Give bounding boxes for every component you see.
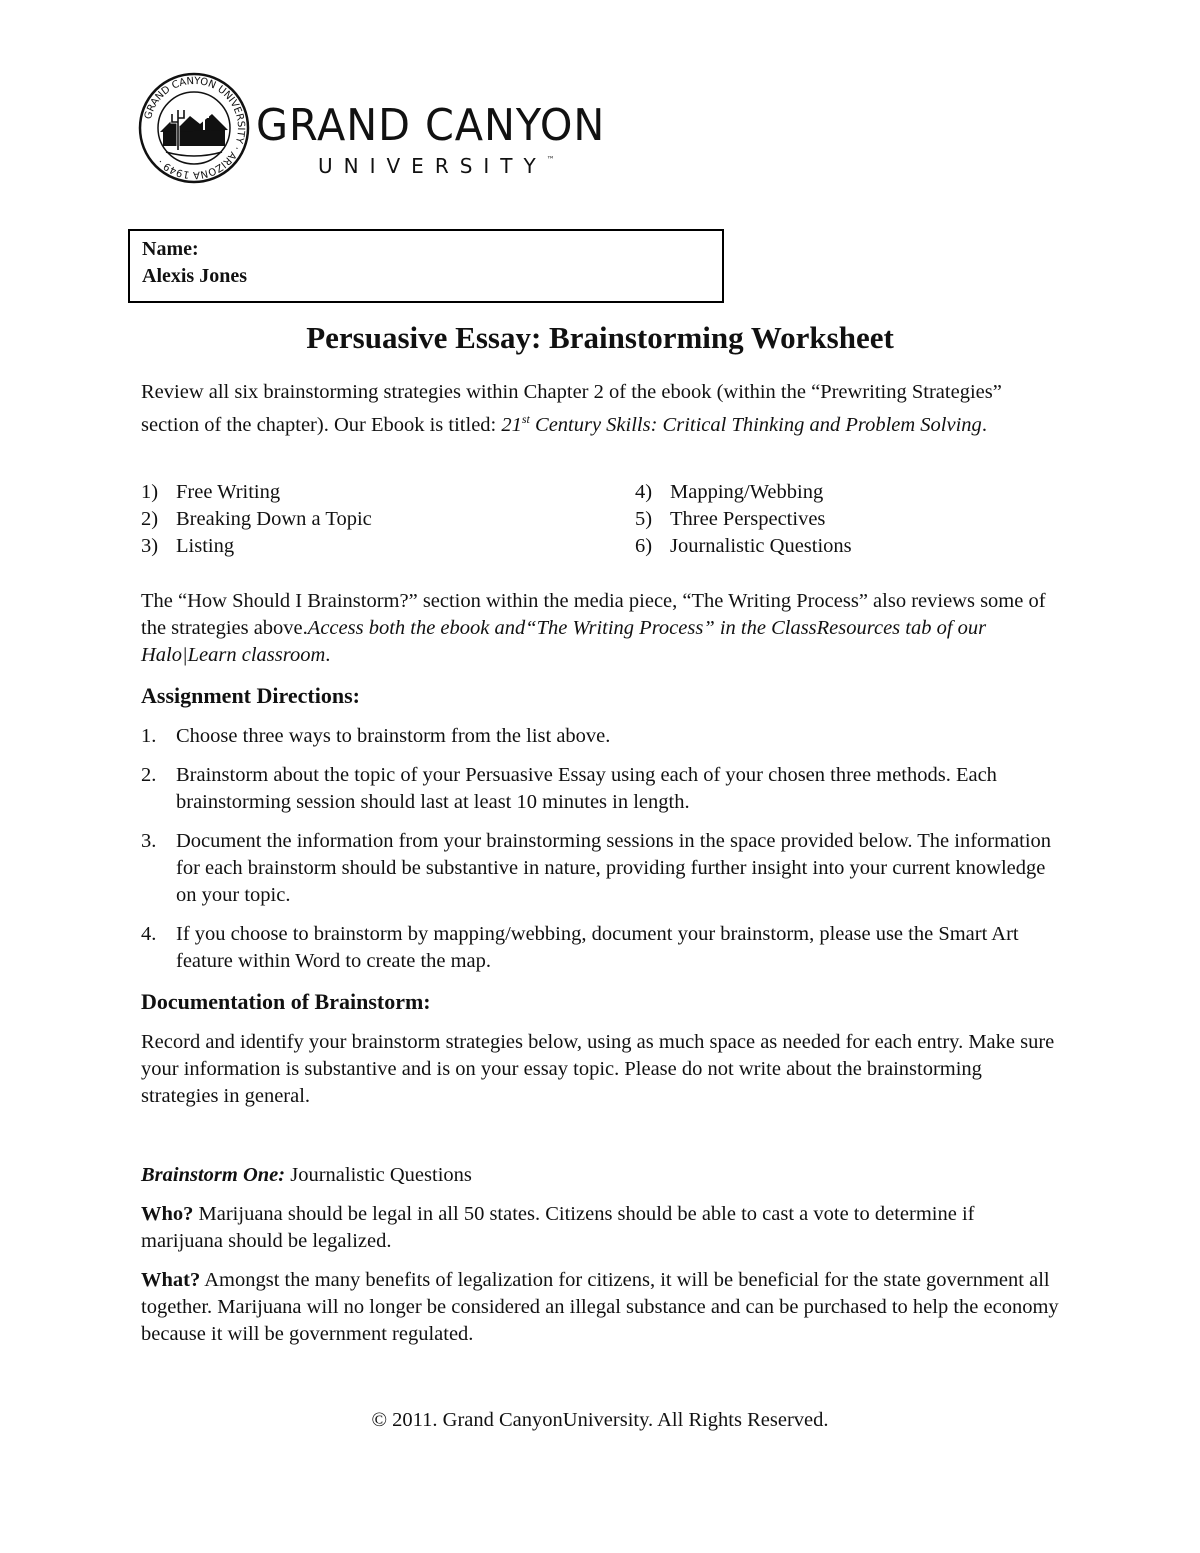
- assignment-list: [141, 723, 1061, 987]
- who-paragraph: Who? Marijuana should be legal in all 50 states. Citizens should be able to cast a vote to determine if marijuana should be legalized.: [141, 1203, 975, 1252]
- brainstorm-one-heading: Brainstorm One: Journalistic Questions: [141, 1164, 472, 1186]
- media-paragraph: The “How Should I Brainstorm?” section within the media piece, “The Writing Process” also reviews some of the strategies above.Access both the ebook and“The Writing Process” in the ClassResources tab of our Halo|Learn classroom.: [141, 590, 1046, 666]
- documentation-heading: Documentation of Brainstorm:: [141, 989, 431, 1014]
- list-item: 1) Free Writing: [141, 481, 281, 503]
- university-seal-icon: [138, 72, 250, 184]
- what-paragraph: What? Amongst the many benefits of legalization for citizens, it will be beneficial for the state government all together. Marijuana will no longer be considered an illegal substance and can be purchased to help the economy because it will be government regulated.: [141, 1269, 1059, 1345]
- list-item: 6) Journalistic Questions: [635, 535, 852, 557]
- list-item: 4) Mapping/Webbing: [635, 481, 824, 503]
- documentation-paragraph: Record and identify your brainstorm strategies below, using as much space as needed for each entry. Make sure your information is substantive and is on your essay topic. Please do not write about the brainstorming strategies in general.: [141, 1031, 1055, 1107]
- assignment-heading: Assignment Directions:: [141, 683, 360, 708]
- list-item: 3. Document the information from your brainstorming sessions in the space provided below. The information for each brainstorm should be substantive in nature, providing further insight into your current knowledge on your topic.: [141, 830, 1052, 906]
- brand-name: GRAND CANYON: [256, 100, 606, 151]
- list-item: 3) Listing: [141, 535, 235, 557]
- name-box: [128, 229, 724, 303]
- name-value: Alexis Jones: [142, 265, 247, 287]
- page-title: Persuasive Essay: Brainstorming Worksheet: [306, 320, 894, 355]
- brand-subtitle: UNIVERSITY™: [318, 154, 555, 178]
- list-item: 4. If you choose to brainstorm by mapping/webbing, document your brainstorm, please use the Smart Art feature within Word to create the map.: [141, 923, 1019, 972]
- list-item: 2) Breaking Down a Topic: [141, 508, 372, 530]
- name-label: Name:: [142, 238, 199, 260]
- intro-paragraph: Review all six brainstorming strategies within Chapter 2 of the ebook (within the “Prewriting Strategies” section of the chapter). Our Ebook is titled: 21st Century Skills: Critical Thinking and Problem Solving.: [141, 381, 1002, 436]
- list-item: 5) Three Perspectives: [635, 508, 826, 530]
- strategy-list-right: [635, 479, 852, 560]
- list-item: 2. Brainstorm about the topic of your Persuasive Essay using each of your chosen three methods. Each brainstorming session should last at least 10 minutes in length.: [141, 764, 997, 813]
- svg-text:GRAND CANYON UNIVERSITY · ARIZ: GRAND CANYON UNIVERSITY · ARIZONA 1949 ·: [142, 75, 247, 181]
- strategy-list-left: [141, 479, 372, 560]
- copyright-footer: © 2011. Grand CanyonUniversity. All Rights Reserved.: [371, 1409, 829, 1431]
- list-item: 1. Choose three ways to brainstorm from the list above.: [141, 725, 611, 747]
